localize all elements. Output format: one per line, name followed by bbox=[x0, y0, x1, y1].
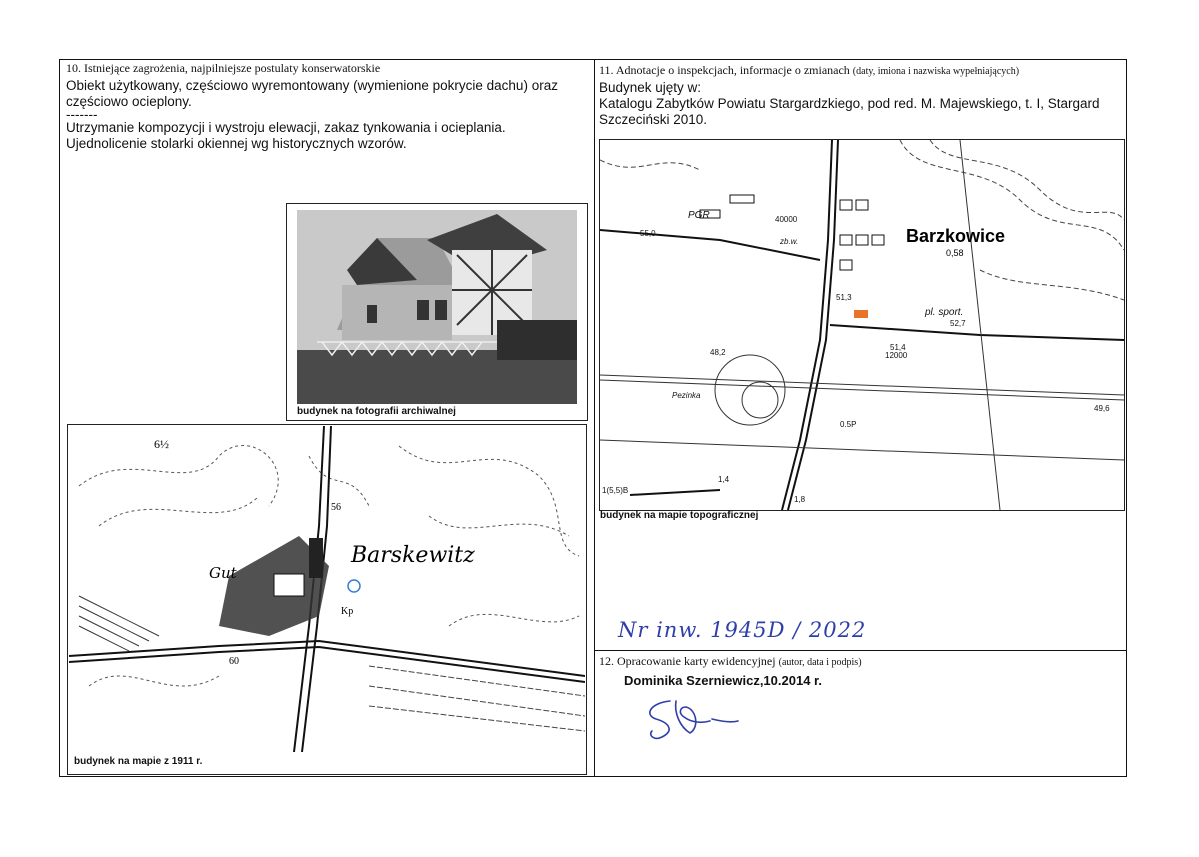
topo-label: 40000 bbox=[775, 215, 798, 224]
topo-label: 12000 bbox=[885, 351, 908, 360]
section-11-text bbox=[599, 80, 1100, 128]
map-1911-label: Kp bbox=[341, 606, 354, 617]
section-10-line: ------- bbox=[66, 107, 98, 122]
topo-label: 48,2 bbox=[710, 348, 726, 357]
section-10-text bbox=[66, 78, 558, 152]
topo-label: PGR bbox=[688, 210, 710, 221]
topo-label: Pezinka bbox=[672, 391, 701, 400]
topo-label: 55,0 bbox=[640, 229, 656, 238]
topo-label: 52,7 bbox=[950, 319, 966, 328]
section-10-line: Ujednolicenie stolarki okiennej wg historycznych wzorów. bbox=[66, 136, 407, 151]
section-12-heading-note: (autor, data i podpis) bbox=[778, 657, 862, 668]
map-1911-figure bbox=[67, 424, 587, 775]
topo-place-label: Barzkowice bbox=[906, 226, 1006, 246]
building-marker bbox=[854, 310, 868, 318]
section-10-heading: 10. Istniejące zagrożenia, najpilniejsze postulaty konserwatorskie bbox=[66, 61, 381, 75]
topo-label: 51,3 bbox=[836, 293, 852, 302]
section-10-line: Obiekt użytkowany, częściowo wyremontowany (wymienione pokrycie dachu) oraz bbox=[66, 78, 558, 93]
topographic-map bbox=[599, 139, 1125, 511]
section-12-author: Dominika Szerniewicz,10.2014 r. bbox=[624, 673, 822, 688]
map-1911-label: 60 bbox=[229, 656, 239, 667]
map-1911-estate-label: Gut bbox=[209, 564, 237, 582]
section-11-line: Szczeciński 2010. bbox=[599, 112, 708, 127]
section-11-heading bbox=[599, 63, 1019, 78]
handwritten-inventory-number: Nr inw. 1945D / 2022 bbox=[618, 618, 867, 642]
section-11-heading-note: (daty, imiona i nazwiska wypełniających) bbox=[852, 66, 1020, 77]
map-1911 bbox=[69, 426, 585, 752]
topo-label: 51,4 bbox=[890, 343, 906, 352]
topo-label: 1,4 bbox=[718, 475, 730, 484]
section-11-line: Katalogu Zabytków Powiatu Stargardzkiego, pod red. M. Majewskiego, t. I, Stargard bbox=[599, 96, 1100, 111]
topo-height-label: 0,58 bbox=[946, 248, 964, 258]
section-divider bbox=[594, 650, 1127, 651]
section-11-heading-title: 11. Adnotacje o inspekcjach, informacje o zmianach bbox=[599, 63, 850, 77]
author-signature bbox=[640, 695, 750, 745]
topo-label: 1,8 bbox=[794, 495, 806, 504]
topo-label: zb.w. bbox=[780, 237, 799, 246]
archival-photo bbox=[297, 210, 577, 404]
topo-label: 1(5,5)B bbox=[602, 486, 629, 495]
section-11-line: Budynek ujęty w: bbox=[599, 80, 702, 95]
topo-label: 0.5P bbox=[840, 420, 857, 429]
map-1911-label: 6½ bbox=[154, 437, 169, 451]
column-divider bbox=[594, 59, 595, 777]
topo-label: pl. sport. bbox=[925, 307, 964, 318]
map-1911-place-label: Barskewitz bbox=[351, 543, 475, 568]
section-10-line: częściowo ocieplony. bbox=[66, 94, 192, 109]
section-10-line: Utrzymanie kompozycji i wystroju elewacji, zakaz tynkowania i ocieplania. bbox=[66, 120, 506, 135]
section-12-heading bbox=[599, 654, 862, 669]
map-1911-label: 56 bbox=[331, 502, 341, 513]
topographic-map-caption: budynek na mapie topograficznej bbox=[600, 510, 759, 521]
archival-photo-figure bbox=[286, 203, 588, 421]
archival-photo-caption: budynek na fotografii archiwalnej bbox=[297, 406, 456, 417]
topo-label: 49,6 bbox=[1094, 404, 1110, 413]
section-12-heading-title: 12. Opracowanie karty ewidencyjnej bbox=[599, 654, 776, 668]
map-1911-caption: budynek na mapie z 1911 r. bbox=[74, 756, 203, 767]
